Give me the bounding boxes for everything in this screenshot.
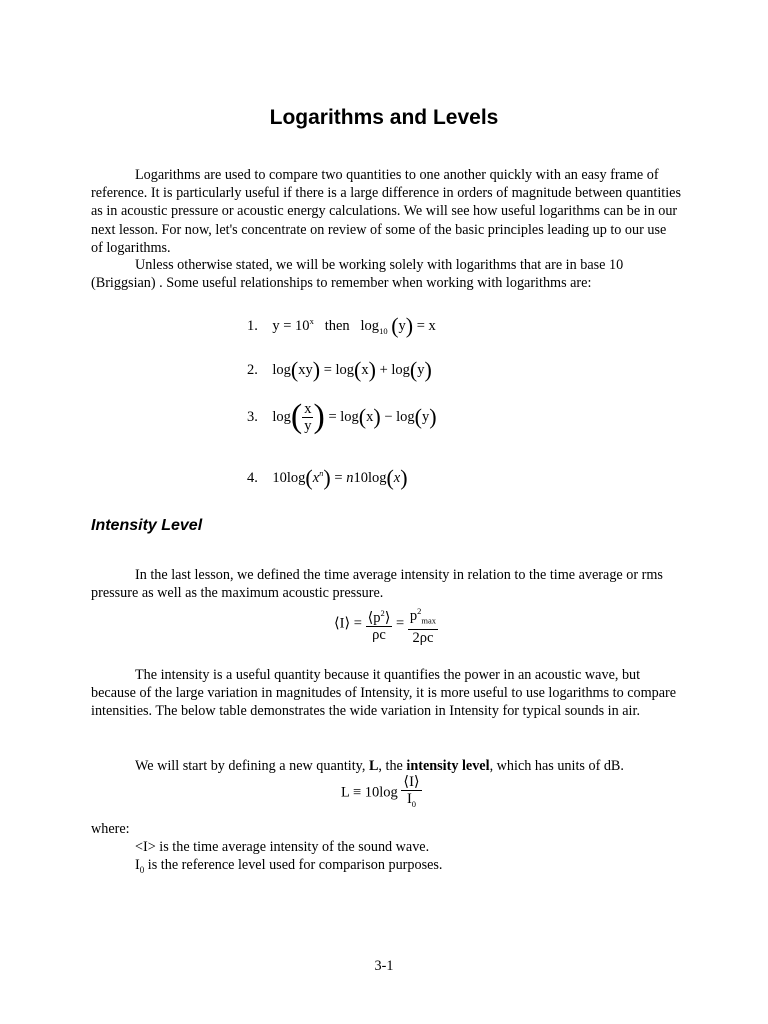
section-heading: Intensity Level (91, 517, 203, 534)
intensity-level-equation: L ≡ 10log $\frac{⟨I⟩}{I_0}$ (341, 774, 420, 809)
intro-paragraph-1: Logarithms are used to compare two quantities to one another quickly with an easy frame of reference. It is particularly useful if there is a large difference in orders of magnitude between quantities as in acoustic pressure or acoustic energy calculations. We will see how useful logarithms can be in our next lesson. For now, let's concentrate on review of some of the basic principles leading up to our use of logarithms. (91, 167, 681, 256)
page-number: 3-1 (374, 958, 394, 974)
relation-3: 3. log( $\frac{x}{y}$ ) = log(x) − log(y) (247, 398, 437, 435)
relation-1: 1. $y = 10^x$ then $\log_{10} (y) = x$ (247, 313, 436, 338)
where-label: where: (91, 821, 130, 837)
intensity-paragraph-2: The intensity is a useful quantity because it quantifies the power in an acoustic wave, but because of the large variation in magnitudes of Intensity, it is more useful to use logarithms to compare intensities. The below table demonstrates the wide variation in Intensity for typical sounds in air. (91, 667, 677, 720)
relation-2: 2. log(xy) = log(x) + log(y) (247, 357, 432, 382)
intensity-level-paragraph: We will start by defining a new quantity, L, the intensity level, which has units of dB. (135, 758, 624, 774)
relation-4: 4. $10\log(x^n) = n10\log(x)$ (247, 465, 408, 490)
definition-intensity: <I> is the time average intensity of the sound wave. (135, 839, 430, 855)
intensity-paragraph-1: In the last lesson, we defined the time average intensity in relation to the time average or rms pressure as well as the maximum acoustic pressure. (91, 567, 663, 602)
definition-reference: $I_0$ is the reference level used for comparison purposes. (135, 857, 443, 875)
page-title: Logarithms and Levels (269, 106, 499, 129)
intensity-equation: ⟨I⟩ = $\frac{⟨p^2⟩}{\rho c}$ = $\frac{p^2_{max}}{2\rho c}$ (334, 603, 438, 646)
intro-paragraph-2: Unless otherwise stated, we will be working solely with logarithms that are in base 10 (Briggsian) . Some useful relationships to remember when working with logarithms are: (91, 257, 624, 292)
